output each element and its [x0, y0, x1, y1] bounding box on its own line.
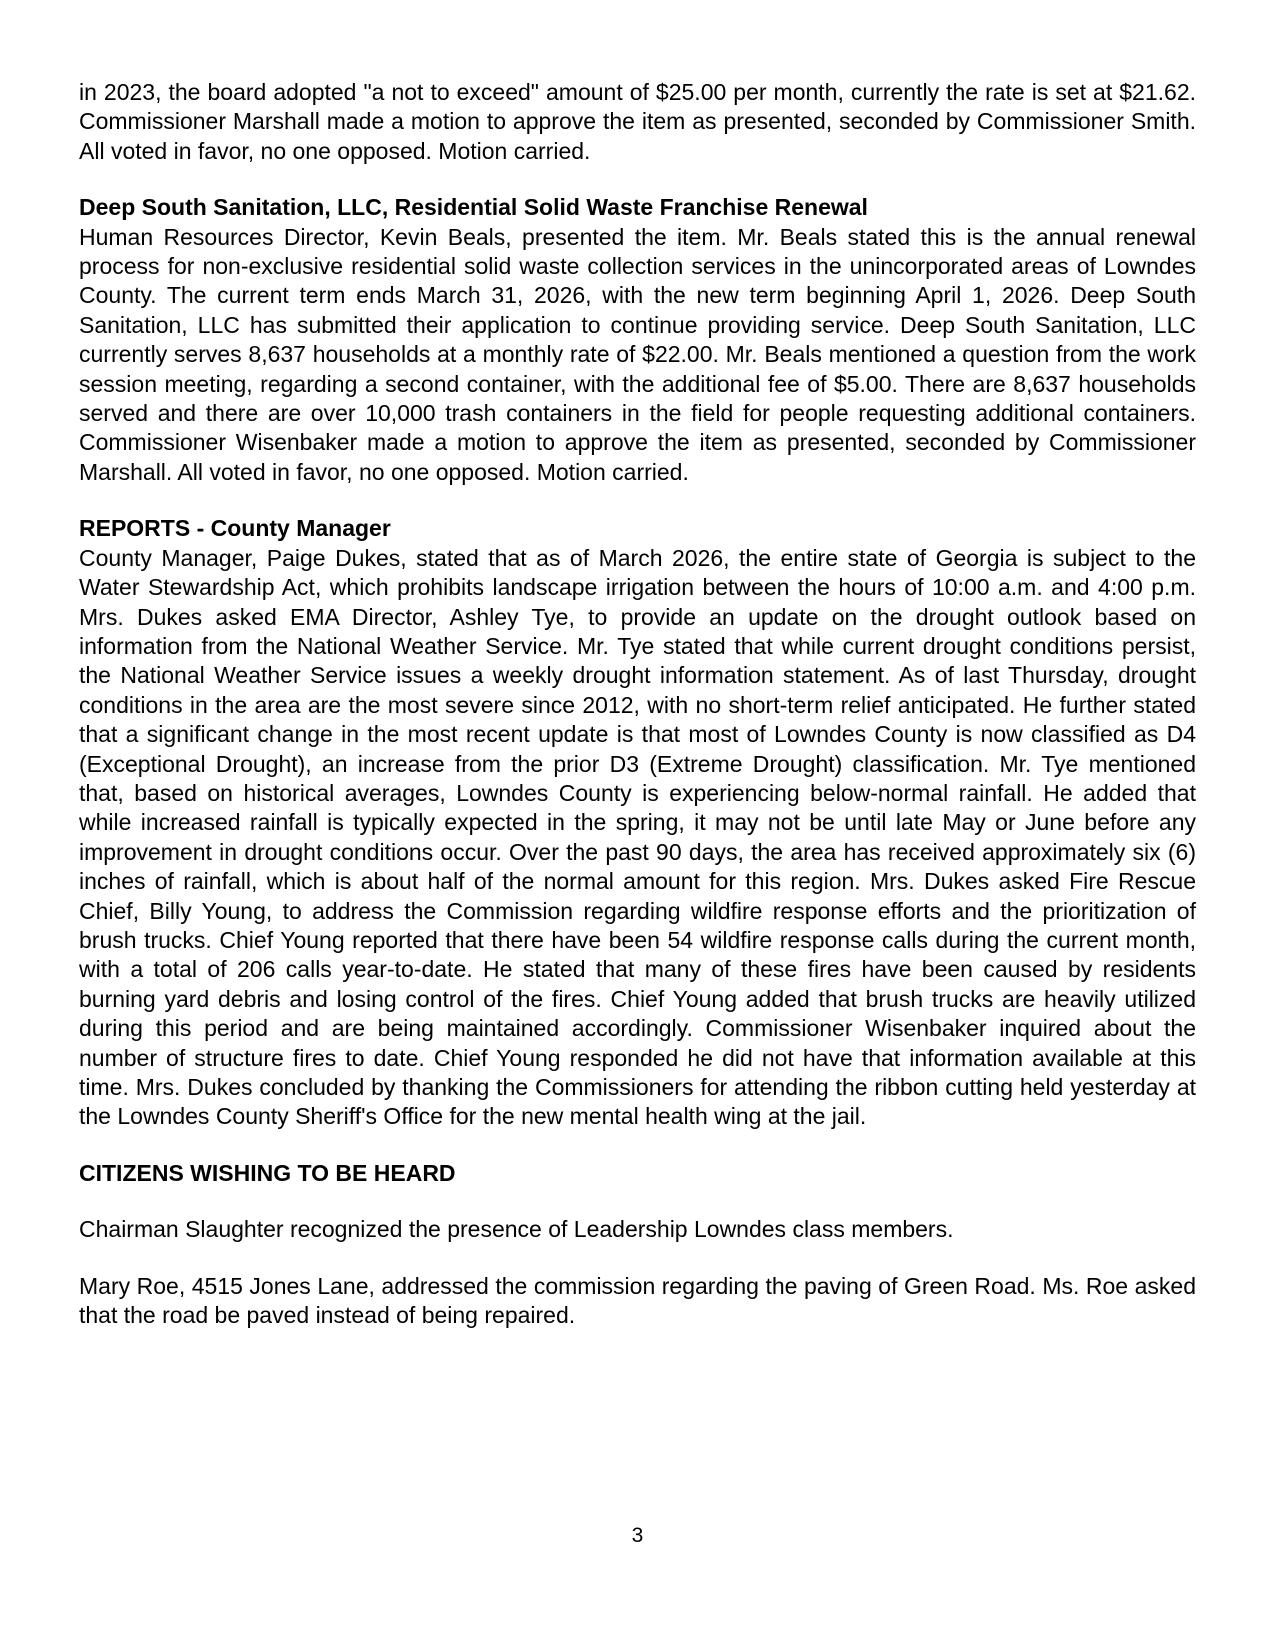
page-number: 3 [631, 1524, 644, 1547]
section-body-reports: County Manager, Paige Dukes, stated that as of March 2026, the entire state of Georgia is subject to the Water Stewardship Act, which prohibits landscape irrigation between the hours of 10:00 a.m. and 4:00 p.m. Mrs. Dukes asked EMA Director, Ashley Tye, to provide an update on the drought outlook based on information from the National Weather Service. Mr. Tye stated that while current drought conditions persist, the National Weather Service issues a weekly drought information statement. As of last Thursday, drought conditions in the area are the most severe since 2012, with no short-term relief anticipated. He further stated that a significant change in the most recent update is that most of Lowndes County is now classified as D4 (Exceptional Drought), an increase from the prior D3 (Extreme Drought) classification. Mr. Tye mentioned that, based on historical averages, Lowndes County is experiencing below-normal rainfall. He added that while increased rainfall is typically expected in the spring, it may not be until late May or June before any improvement in drought conditions occur. Over the past 90 days, the area has received approximately six (6) inches of rainfall, which is about half of the normal amount for this region. Mrs. Dukes asked Fire Rescue Chief, Billy Young, to address the Commission regarding wildfire response efforts and the prioritization of brush trucks. Chief Young reported that there have been 54 wildfire response calls during the current month, with a total of 206 calls year-to-date. He stated that many of these fires have been caused by residents burning yard debris and losing control of the fires. Chief Young added that brush trucks are heavily utilized during this period and are being maintained accordingly. Commissioner Wisenbaker inquired about the number of structure fires to date. Chief Young responded he did not have that information available at this time. Mrs. Dukes concluded by thanking the Commissioners for attending the ribbon cutting held yesterday at the Lowndes County Sheriff's Office for the new mental health wing at the jail. [79, 544, 1196, 1130]
spacer [79, 1132, 1196, 1159]
section-heading-citizens: CITIZENS WISHING TO BE HEARD [79, 1159, 456, 1186]
intro-paragraph: in 2023, the board adopted "a not to exceed" amount of $25.00 per month, currently the rate is set at $21.62. Commissioner Marshall made a motion to approve the item as presented, seconded by Commissioner Smith. All voted in favor, no one opposed. Motion carried. [79, 79, 1196, 164]
section-body-sanitation: Human Resources Director, Kevin Beals, presented the item. Mr. Beals stated this is the annual renewal process for non-exclusive residential solid waste collection services in the unincorporated areas of Lowndes County. The current term ends March 31, 2026, with the new term beginning April 1, 2026. Deep South Sanitation, LLC has submitted their application to continue providing service. Deep South Sanitation, LLC currently serves 8,637 households at a monthly rate of $22.00. Mr. Beals mentioned a question from the work session meeting, regarding a second container, with the additional fee of $5.00. There are 8,637 households served and there are over 10,000 trash containers in the field for people requesting additional containers. Commissioner Wisenbaker made a motion to approve the item as presented, seconded by Commissioner Marshall. All voted in favor, no one opposed. Motion carried. [79, 223, 1196, 485]
spacer [79, 166, 1196, 193]
document-page [79, 78, 1196, 1330]
spacer [79, 487, 1196, 514]
section-heading-reports: REPORTS - County Manager [79, 515, 391, 542]
citizens-paragraph-1: Chairman Slaughter recognized the presence of Leadership Lowndes class members. [79, 1216, 954, 1243]
spacer [79, 1188, 1196, 1215]
spacer [79, 1245, 1196, 1272]
section-heading-sanitation: Deep South Sanitation, LLC, Residential Solid Waste Franchise Renewal [79, 194, 868, 221]
citizens-paragraph-2: Mary Roe, 4515 Jones Lane, addressed the commission regarding the paving of Green Road. Ms. Roe asked that the road be paved instead of being repaired. [79, 1272, 1196, 1329]
